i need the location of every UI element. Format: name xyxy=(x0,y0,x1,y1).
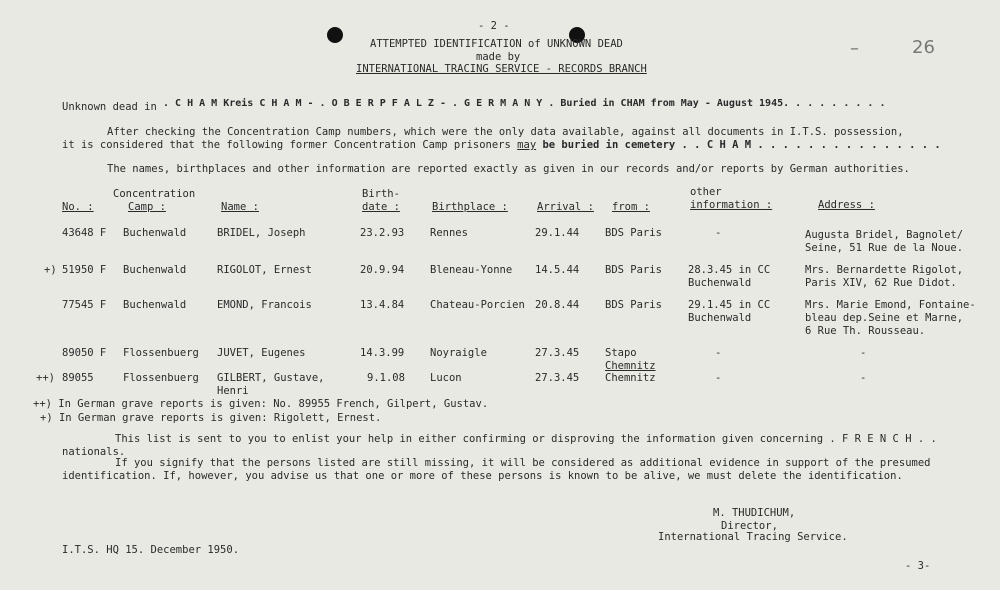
header-other-l2: information : xyxy=(690,199,773,211)
row-other: - xyxy=(715,372,722,384)
row-from: BDS Paris xyxy=(605,264,662,276)
row-other: 29.1.45 in CC xyxy=(688,299,771,311)
row-address: Augusta Bridel, Bagnolet/ xyxy=(805,229,964,241)
row-no: 51950 F xyxy=(62,264,107,276)
para4-line1: If you signify that the persons listed are still missing, it will be considered as additional evidence in support of the presumed xyxy=(115,457,931,469)
pencil-dash: – xyxy=(850,38,859,59)
row-address: Mrs. Marie Emond, Fontaine- xyxy=(805,299,976,311)
row-birthdate: 14.3.99 xyxy=(360,347,405,359)
row-arrival: 27.3.45 xyxy=(535,347,580,359)
para1-line1: After checking the Concentration Camp numbers, which were the only data available, against all documents in I.T.S. possession, xyxy=(107,126,904,138)
row-camp: Buchenwald xyxy=(123,227,187,239)
unknown-dead-place: . C H A M Kreis C H A M - . O B E R P F A L Z - . G E R M A N Y . Buried in CHAM from May - August 1945. . . . . . . . . xyxy=(163,98,886,109)
row-name: BRIDEL, Joseph xyxy=(217,227,306,239)
row-birthdate: 23.2.93 xyxy=(360,227,405,239)
row-birthplace: Bleneau-Yonne xyxy=(430,264,513,276)
row-camp: Buchenwald xyxy=(123,264,187,276)
row-birthdate: 13.4.84 xyxy=(360,299,405,311)
row-marker: +) xyxy=(44,264,57,276)
row-birthdate: 9.1.08 xyxy=(367,372,405,384)
row-birthplace: Noyraigle xyxy=(430,347,487,359)
row-camp: Flossenbuerg xyxy=(123,372,199,384)
row-address-2: bleau dep.Seine et Marne, xyxy=(805,312,964,324)
header-camp-l2: Camp : xyxy=(128,201,166,213)
para4-line2: identification. If, however, you advise us that one or more of these persons is known to be alive, we must delete the identification. xyxy=(62,470,903,482)
row-arrival: 29.1.44 xyxy=(535,227,580,239)
row-other: - xyxy=(715,347,722,359)
row-name: JUVET, Eugenes xyxy=(217,347,306,359)
row-camp: Flossenbuerg xyxy=(123,347,199,359)
row-no: 89050 F xyxy=(62,347,107,359)
header-from: from : xyxy=(612,201,650,213)
row-birthplace: Rennes xyxy=(430,227,468,239)
para1-line2-a: it is considered that the following former Concentration Camp prisoners xyxy=(62,139,511,151)
row-name: RIGOLOT, Ernest xyxy=(217,264,312,276)
row-other: 28.3.45 in CC xyxy=(688,264,771,276)
header-birthplace: Birthplace : xyxy=(432,201,508,213)
row-from-2: Chemnitz xyxy=(605,360,656,372)
header-name: Name : xyxy=(221,201,259,213)
header-arrival: Arrival : xyxy=(537,201,594,213)
para1-line2-may: may xyxy=(517,139,537,151)
signature-name: M. THUDICHUM, xyxy=(713,507,796,519)
footnote-1: ++) In German grave reports is given: No. 89955 French, Gilpert, Gustav. xyxy=(33,398,489,410)
row-address-2: Paris XIV, 62 Rue Didot. xyxy=(805,277,957,289)
signature-org: International Tracing Service. xyxy=(658,531,848,543)
header-camp-l1: Concentration xyxy=(113,188,196,200)
header-address: Address : xyxy=(818,199,875,211)
row-from: BDS Paris xyxy=(605,299,662,311)
row-other: - xyxy=(715,227,722,239)
row-birthdate: 20.9.94 xyxy=(360,264,405,276)
footnote-2: +) In German grave reports is given: Rigolett, Ernest. xyxy=(40,412,382,424)
para3-line1: This list is sent to you to enlist your help in either confirming or disproving the information given concerning . F R E N C H . . xyxy=(115,433,937,445)
para3-line2: nationals. xyxy=(62,446,126,458)
header-birth-l2: date : xyxy=(362,201,400,213)
para2: The names, birthplaces and other information are reported exactly as given in our records and/or reports by German authorities. xyxy=(107,163,910,175)
row-no: 43648 F xyxy=(62,227,107,239)
title-line-1: ATTEMPTED IDENTIFICATION of UNKNOWN DEAD xyxy=(370,38,623,50)
footer-left xyxy=(62,544,239,557)
header-other-l1: other xyxy=(690,186,722,198)
page-number-top: - 2 - xyxy=(478,20,510,32)
row-from: BDS Paris xyxy=(605,227,662,239)
row-address: - xyxy=(860,372,867,384)
row-address: - xyxy=(860,347,867,359)
row-name: GILBERT, Gustave, xyxy=(217,372,325,384)
footer-page-number: - 3- xyxy=(905,560,931,572)
row-camp: Buchenwald xyxy=(123,299,187,311)
header-no: No. : xyxy=(62,201,94,213)
row-other-2: Buchenwald xyxy=(688,277,752,289)
row-arrival: 27.3.45 xyxy=(535,372,580,384)
row-no: 77545 F xyxy=(62,299,107,311)
para1-line2-b: be buried in cemetery . . C H A M . . . . . . . . . . . . . . . xyxy=(542,139,941,151)
row-from: Chemnitz xyxy=(605,372,656,384)
punch-hole-left xyxy=(327,27,343,43)
title-line-3: INTERNATIONAL TRACING SERVICE - RECORDS BRANCH xyxy=(356,63,647,75)
pencil-page-number: 26 xyxy=(912,37,935,58)
para1-line2 xyxy=(62,139,941,152)
row-birthplace: Chateau-Porcien xyxy=(430,299,525,311)
unknown-dead-prefix: Unknown dead in xyxy=(62,101,157,113)
header-birth-l1: Birth- xyxy=(362,188,400,200)
footer-date: 15. December 1950. xyxy=(125,544,240,556)
row-name: EMOND, Francois xyxy=(217,299,312,311)
title-line-2: made by xyxy=(476,51,521,63)
row-address-2: Seine, 51 Rue de la Noue. xyxy=(805,242,964,254)
row-address: Mrs. Bernardette Rigolot, xyxy=(805,264,964,276)
signature-title: Director, xyxy=(721,520,778,532)
row-arrival: 14.5.44 xyxy=(535,264,580,276)
row-name-2: Henri xyxy=(217,385,249,397)
row-arrival: 20.8.44 xyxy=(535,299,580,311)
row-marker: ++) xyxy=(36,372,55,384)
row-from: Stapo xyxy=(605,347,637,359)
row-address-3: 6 Rue Th. Rousseau. xyxy=(805,325,926,337)
row-other-2: Buchenwald xyxy=(688,312,752,324)
footer-its-hq: I.T.S. HQ xyxy=(62,544,119,556)
row-birthplace: Lucon xyxy=(430,372,462,384)
row-no: 89055 xyxy=(62,372,94,384)
